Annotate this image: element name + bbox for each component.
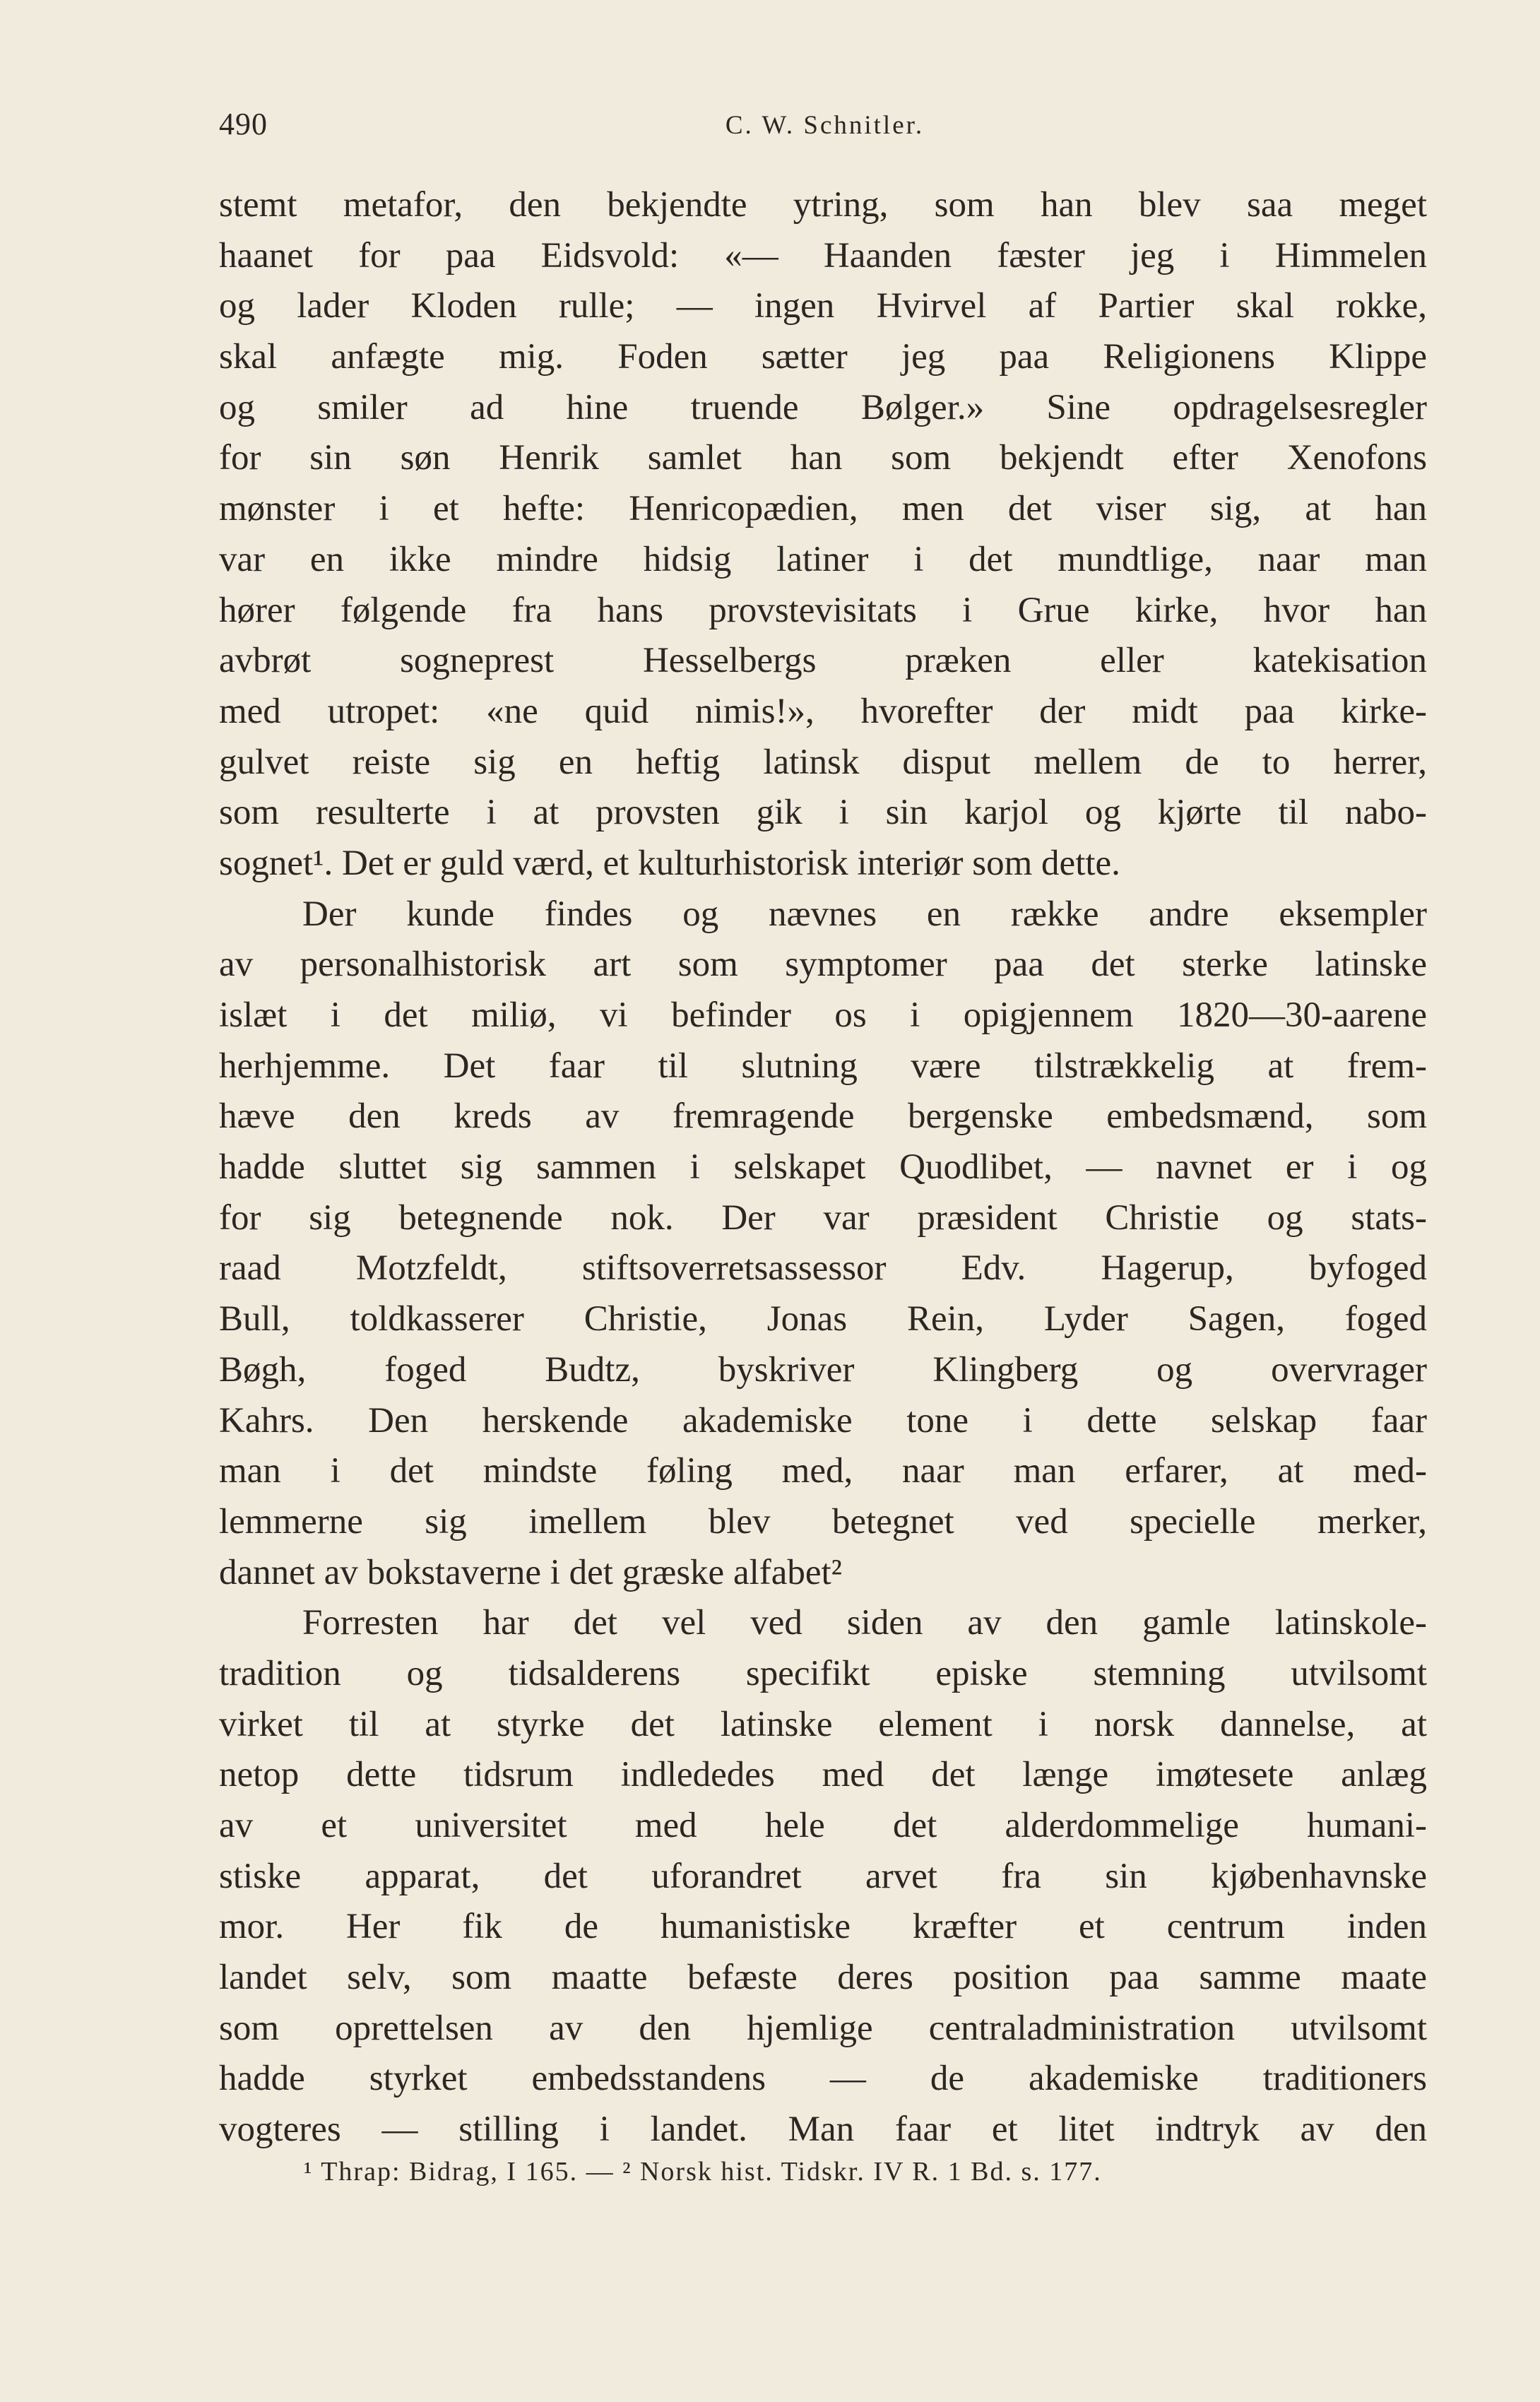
text-line: hadde styrket embedsstandens — de akademiske traditioners (219, 2059, 1427, 2099)
text-line: hæve den kreds av fremragende bergenske embedsmænd, som (219, 1096, 1427, 1137)
page-number: 490 (219, 107, 268, 141)
page-header (219, 106, 1431, 155)
text-line: mønster i et hefte: Henricopædien, men det viser sig, at han (219, 489, 1427, 529)
body-text (219, 180, 1427, 2155)
text-line: islæt i det miliø, vi befinder os i opigjennem 1820—30-aarene (219, 995, 1427, 1035)
text-line: netop dette tidsrum indlededes med det længe imøtesete anlæg (219, 1755, 1427, 1795)
text-line: og smiler ad hine truende Bølger.» Sine opdragelsesregler (219, 387, 1427, 427)
text-line: raad Motzfeldt, stiftsoverretsassessor Edv. Hagerup, byfoged (219, 1248, 1427, 1289)
text-line: med utropet: «ne quid nimis!», hvorefter der midt paa kirke- (219, 691, 1427, 731)
text-line: sognet¹. Det er guld værd, et kulturhistorisk interiør som dette. (219, 843, 1120, 883)
footnotes: ¹ Thrap: Bidrag, I 165. — ² Norsk hist. Tidskr. IV R. 1 Bd. s. 177. (304, 2157, 1102, 2187)
text-line: virket til at styrke det latinske element i norsk dannelse, at (219, 1704, 1427, 1744)
text-line: hører følgende fra hans provstevisitats i Grue kirke, hvor han (219, 590, 1427, 630)
text-line: Der kunde findes og nævnes en række andre eksempler (302, 894, 1427, 934)
text-line: skal anfægte mig. Foden sætter jeg paa Religionens Klippe (219, 337, 1427, 377)
text-line: Forresten har det vel ved siden av den gamle latinskole- (302, 1603, 1427, 1643)
text-line: stemt metafor, den bekjendte ytring, som han blev saa meget (219, 185, 1427, 225)
text-line: og lader Kloden rulle; — ingen Hvirvel af Partier skal rokke, (219, 286, 1427, 326)
text-line: haanet for paa Eidsvold: «— Haanden fæster jeg i Himmelen (219, 235, 1427, 276)
text-line: var en ikke mindre hidsig latiner i det mundtlige, naar man (219, 539, 1427, 579)
text-line: Kahrs. Den herskende akademiske tone i dette selskap faar (219, 1400, 1427, 1440)
text-line: for sig betegnende nok. Der var præsident Christie og stats- (219, 1197, 1427, 1238)
text-line: som oprettelsen av den hjemlige centraladministration utvilsomt (219, 2008, 1427, 2048)
text-line: for sin søn Henrik samlet han som bekjendt efter Xenofons (219, 438, 1427, 478)
text-line: av personalhistorisk art som symptomer paa det sterke latinske (219, 945, 1427, 985)
text-line: dannet av bokstaverne i det græske alfabet² (219, 1552, 842, 1592)
text-line: tradition og tidsalderens specifikt episke stemning utvilsomt (219, 1653, 1427, 1693)
text-line: landet selv, som maatte befæste deres position paa samme maate (219, 1958, 1427, 1998)
text-line: som resulterte i at provsten gik i sin karjol og kjørte til nabo- (219, 793, 1427, 833)
text-line: man i det mindste føling med, naar man erfarer, at med- (219, 1451, 1427, 1491)
text-line: stiske apparat, det uforandret arvet fra sin kjøbenhavnske (219, 1856, 1427, 1896)
text-line: vogteres — stilling i landet. Man faar et litet indtryk av den (219, 2110, 1427, 2150)
text-line: Bull, toldkasserer Christie, Jonas Rein, Lyder Sagen, foged (219, 1299, 1427, 1339)
text-line: lemmerne sig imellem blev betegnet ved specielle merker, (219, 1501, 1427, 1542)
text-line: Bøgh, foged Budtz, byskriver Klingberg og overvrager (219, 1349, 1427, 1390)
text-line: avbrøt sogneprest Hesselbergs præken eller katekisation (219, 641, 1427, 681)
text-line: herhjemme. Det faar til slutning være tilstrækkelig at frem- (219, 1046, 1427, 1086)
text-line: hadde sluttet sig sammen i selskapet Quodlibet, — navnet er i og (219, 1147, 1427, 1188)
text-line: av et universitet med hele det alderdommelige humani- (219, 1806, 1427, 1845)
running-head: C. W. Schnitler. (725, 111, 925, 140)
text-line: mor. Her fik de humanistiske kræfter et centrum inden (219, 1907, 1427, 1947)
text-line: gulvet reiste sig en heftig latinsk disput mellem de to herrer, (219, 742, 1427, 782)
